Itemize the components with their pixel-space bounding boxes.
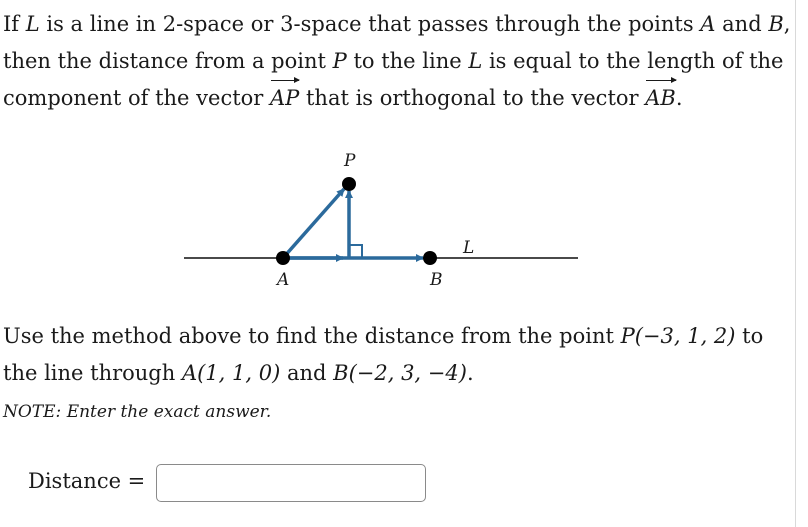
distance-input[interactable] [156, 464, 426, 502]
vector-AP-arrow [283, 189, 344, 258]
note-text: NOTE: Enter the exact answer. [3, 402, 272, 422]
intro-text-4: , then the distance from a point [3, 12, 791, 73]
intro-text-3: and [715, 12, 769, 36]
intro-text-6: is equal to the length of the component of the vector [3, 49, 784, 110]
math-P: P [332, 49, 347, 73]
problem-text-4: . [466, 361, 474, 385]
point-P-dot [342, 177, 356, 191]
math-L: L [25, 12, 40, 36]
intro-text-7: that is orthogonal to the vector [299, 86, 646, 110]
problem-text-2: to the line through [3, 324, 764, 385]
math-B: B [768, 12, 784, 36]
point-A-dot [276, 251, 290, 265]
intro-text-1: If [3, 12, 26, 36]
problem-text-1: Use the method above to find the distance from the point [3, 324, 621, 348]
point-A-coords: A(1, 1, 0) [181, 361, 281, 385]
intro-text-5: to the line [346, 49, 469, 73]
intro-text-2: is a line in 2-space or 3-space that passes through the points [39, 12, 701, 36]
vector-AP: AP [270, 80, 299, 117]
problem-paragraph [3, 318, 793, 392]
math-A: A [700, 12, 716, 36]
label-L: L [463, 238, 475, 258]
math-L-2: L [468, 49, 483, 73]
point-P-coords: P(−3, 1, 2) [620, 324, 736, 348]
vector-AB: AB [645, 80, 676, 117]
point-B-coords: B(−2, 3, −4) [333, 361, 467, 385]
intro-text-8: . [675, 86, 683, 110]
label-B: B [430, 270, 443, 290]
label-A: A [277, 270, 290, 290]
point-B-dot [423, 251, 437, 265]
label-P: P [344, 151, 356, 171]
right-angle-marker [349, 245, 362, 258]
distance-label: Distance = [28, 469, 146, 493]
problem-text-3: and [280, 361, 334, 385]
